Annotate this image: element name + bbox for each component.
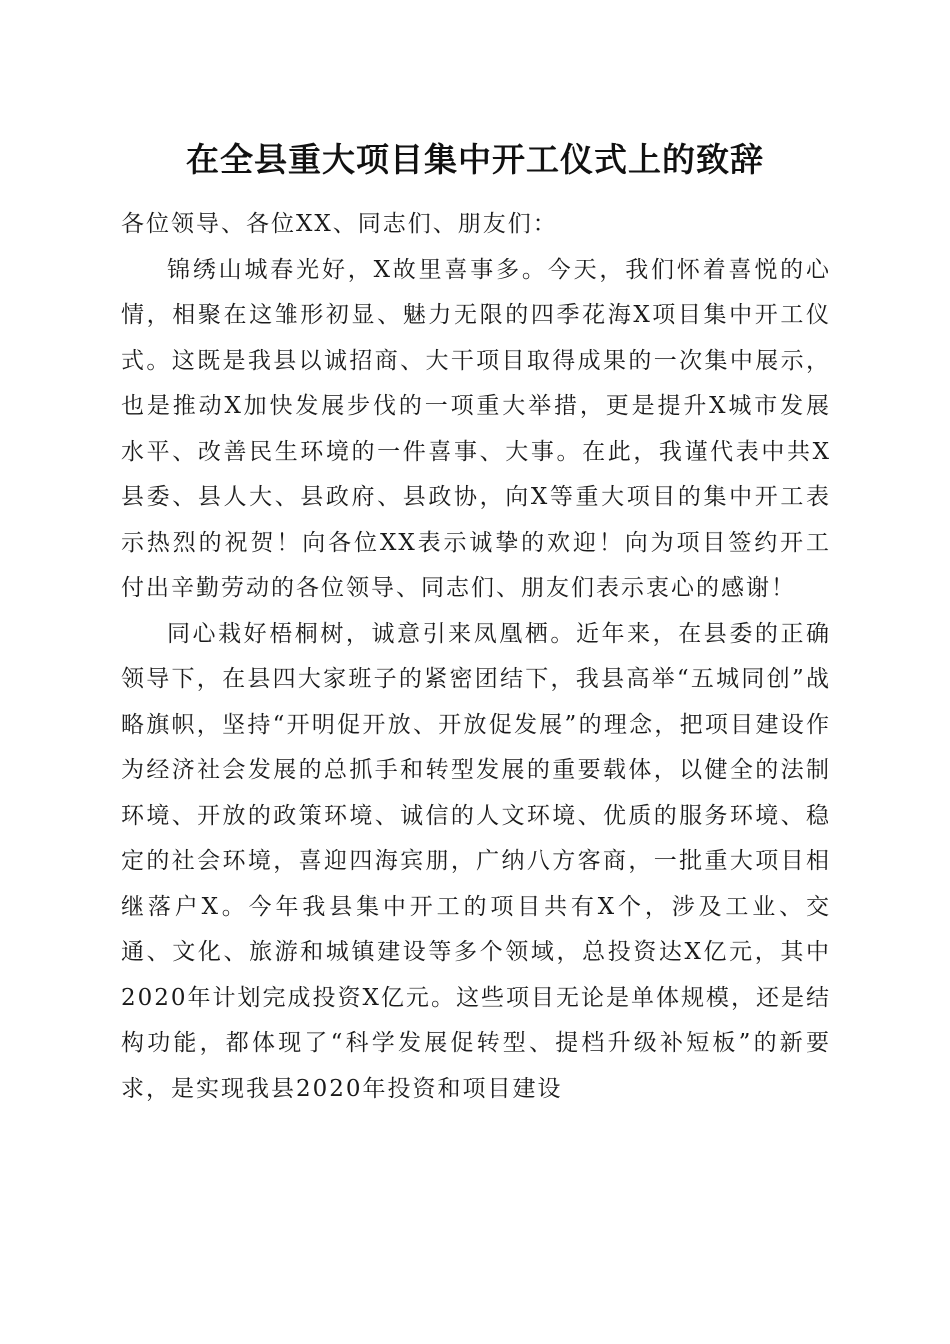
salutation: 各位领导、各位XX、同志们、朋友们： [121, 211, 558, 237]
paragraph-development: 同心栽好梧桐树，诚意引来凤凰栖。近年来，在县委的正确领导下，在县四大家班子的紧密团结下，我县高举“五城同创”战略旗帜，坚持“开明促开放、开放促发展”的理念，把项目建设作为经济社会发展的总抓手和转型发展的重要载体，以健全的法制环境、开放的政策环境、诚信的人文环境、优质的服务环境、稳定的社会环境，喜迎四海宾朋，广纳八方客商，一批重大项目相继落户X。今年我县集中开工的项目共有X个，涉及工业、交通、文化、旅游和城镇建设等多个领域，总投资达X亿元，其中2020年计划完成投资X亿元。这些项目无论是单体规模，还是结构功能，都体现了“科学发展促转型、提档升级补短板”的新要求，是实现我县2020年投资和项目建设 [121, 620, 831, 1102]
page-title: 在全县重大项目集中开工仪式上的致辞 [186, 140, 764, 179]
document-body [121, 202, 831, 1112]
paragraph-opening: 锦绣山城春光好，X故里喜事多。今天，我们怀着喜悦的心情，相聚在这雏形初显、魅力无限的四季花海X项目集中开工仪式。这既是我县以诚招商、大干项目取得成果的一次集中展示，也是推动X加快发展步伐的一项重大举措，更是提升X城市发展水平、改善民生环境的一件喜事、大事。在此，我谨代表中共X县委、县人大、县政府、县政协，向X等重大项目的集中开工表示热烈的祝贺！向各位XX表示诚挚的欢迎！向为项目签约开工付出辛勤劳动的各位领导、同志们、朋友们表示衷心的感谢！ [121, 256, 831, 601]
